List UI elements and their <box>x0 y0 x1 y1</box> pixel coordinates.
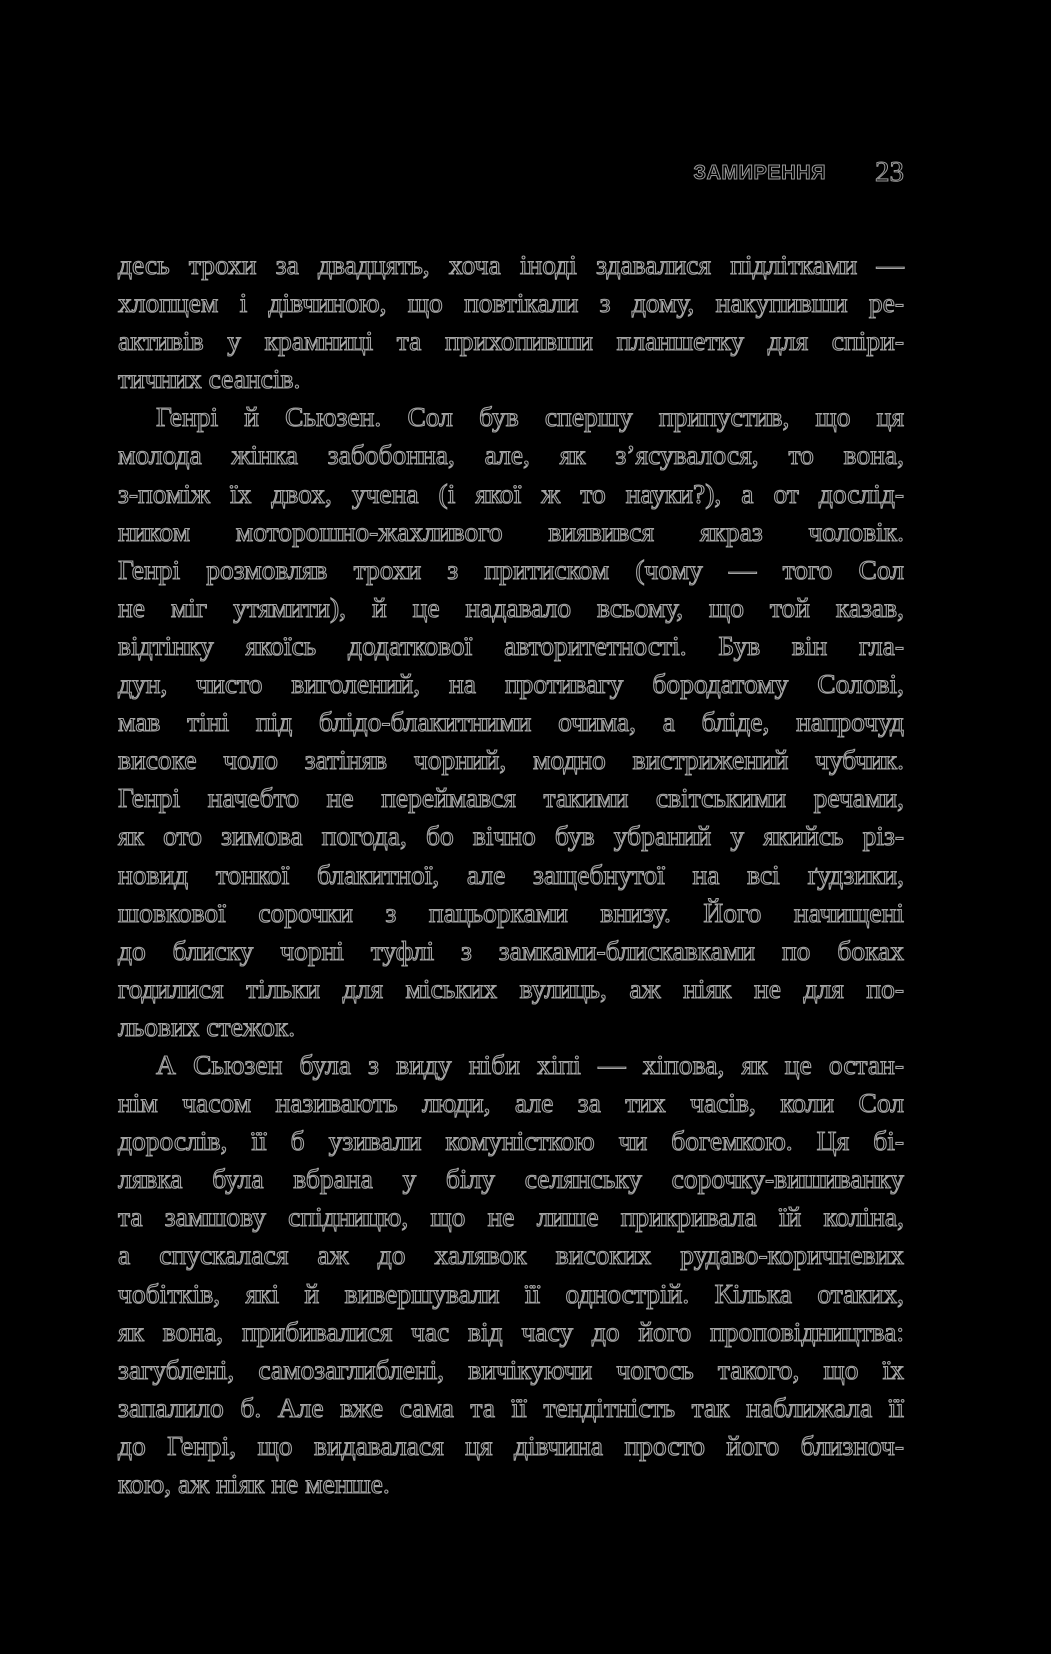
text-line: запалило б. Але вже сама та її тендітність так наближала її <box>118 1391 904 1423</box>
text-line: мав тіні під блідо-блакитними очима, а бліде, напрочуд <box>118 706 904 738</box>
text-line: дун, чисто виголений, на противагу бородатому Солові, <box>118 668 904 700</box>
text-line: до Генрі, що видавалася ця дівчина просто його близноч- <box>118 1429 904 1461</box>
text-line: відтінку якоїсь додаткової авторитетності. Був він гла- <box>118 629 904 661</box>
text-line: дорослів, її б узивали комуністкою чи богемкою. Ця бі- <box>118 1125 904 1157</box>
text-line: високе чоло затіняв чорний, модно вистрижений чубчик. <box>118 744 904 776</box>
text-line: лявка була вбрана у білу селянську сорочку-вишиванку <box>118 1163 904 1195</box>
text-line: десь трохи за двадцять, хоча іноді здавалися підлітками — <box>118 249 904 280</box>
text-line: годилися тільки для міських вулиць, аж ніяк не для по- <box>118 972 904 1004</box>
text-line: до блиску чорні туфлі з замками-блискавками по боках <box>118 934 904 966</box>
page-number: 23 <box>875 156 904 188</box>
running-title: ЗАМИРЕННЯ <box>693 162 826 184</box>
text-line: та замшову спідницю, що не лише прикривала їй коліна, <box>118 1201 904 1233</box>
body-text <box>118 246 904 1503</box>
text-line: хлопцем і дівчиною, що повтікали з дому, накупивши ре- <box>118 287 904 319</box>
paragraph <box>118 1046 904 1503</box>
text-line: А Сьюзен була з виду ніби хіпі — хіпова, як це остан- <box>156 1048 904 1080</box>
text-line: як вона, прибивалися час від часу до його проповідництва: <box>118 1315 904 1347</box>
text-line: Генрі й Сьюзен. Сол був спершу припустив, що ця <box>156 401 904 433</box>
text-line: новид тонкої блакитної, але защебнутої на всі ґудзики, <box>118 858 904 890</box>
text-line: як ото зимова погода, бо вічно був убраний у якийсь різ- <box>118 820 904 852</box>
text-line: з-поміж їх двох, учена (і якої ж то науки?), а от дослід- <box>118 477 904 509</box>
paragraph <box>118 398 904 1046</box>
text-line: чобітків, які й вивершували її однострій. Кілька отаких, <box>118 1277 904 1309</box>
text-line: загублені, самозаглиблені, вичікуючи чогось такого, що їх <box>118 1353 904 1385</box>
text-line: ником моторошно-жахливого виявився якраз чоловік. <box>118 515 904 547</box>
text-line: Генрі розмовляв трохи з притиском (чому — того Сол <box>118 553 904 585</box>
text-line: тичних сеансів. <box>118 363 301 395</box>
paragraph <box>118 246 904 398</box>
text-line: активів у крамниці та прихопивши планшетку для спіри- <box>118 325 904 357</box>
text-line: не міг утямити), й це надавало всьому, що той казав, <box>118 591 904 623</box>
text-line: нім часом називають люди, але за тих часів, коли Сол <box>118 1087 904 1119</box>
text-line: льових стежок. <box>118 1010 296 1042</box>
running-head <box>118 156 904 192</box>
text-line: молода жінка забобонна, але, як з’ясувалося, то вона, <box>118 439 904 471</box>
text-line: кою, аж ніяк не менше. <box>118 1468 390 1499</box>
text-line: Генрі начебто не переймався такими світськими речами, <box>118 782 904 814</box>
text-line: шовкової сорочки з пацьорками внизу. Його начищені <box>118 896 904 928</box>
text-line: а спускалася аж до халявок високих рудаво-коричневих <box>118 1239 904 1271</box>
